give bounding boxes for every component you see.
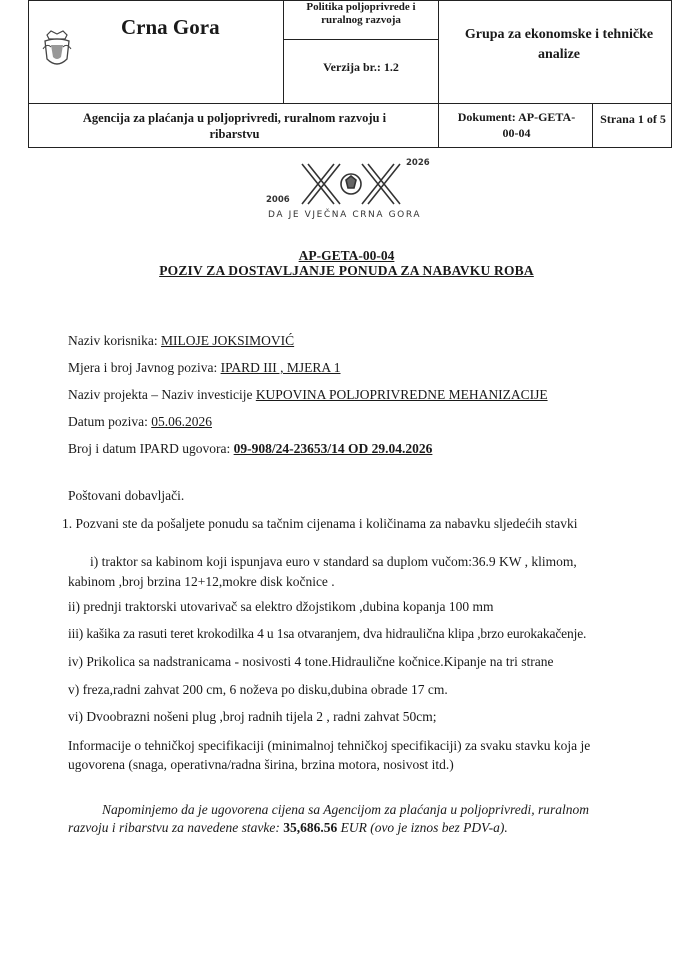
header-table bbox=[28, 0, 672, 148]
spec-line-2: ugovorena (snaga, operativna/radna širina, brzina motora, nosivost itd.) bbox=[68, 757, 454, 772]
item-2: ii) prednji traktorski utovarivač sa elektro džojstikom ,dubina kopanja 100 mm bbox=[68, 599, 494, 614]
agency-text bbox=[37, 110, 432, 142]
item-6: vi) Dvoobrazni nošeni plug ,broj radnih tijela 2 , radni zahvat 50cm; bbox=[68, 709, 437, 724]
group-text bbox=[449, 25, 669, 65]
policy-text bbox=[284, 1, 438, 27]
country-name: Crna Gora bbox=[121, 15, 220, 39]
field-measure-value: IPARD III , MJERA 1 bbox=[220, 360, 341, 375]
document-id-cell bbox=[438, 103, 593, 148]
item-3: iii) kašika za rasuti teret krokodilka 4 u 1sa otvaranjem, dva hidraulična klipa ,brzo eurokakačenje. bbox=[68, 626, 587, 641]
field-user-label: Naziv korisnika: bbox=[68, 333, 161, 348]
spec-line-1: Informacije o tehničkoj specifikaciji (minimalnoj tehničkoj specifikaciji) za svaku stavku koja je bbox=[68, 738, 591, 753]
field-user bbox=[68, 333, 294, 349]
item-1-line-1: i) traktor sa kabinom koji ispunjava euro v standard sa duplom vučom:36.9 KW , klimom, bbox=[90, 554, 577, 569]
document-heading: POZIV ZA DOSTAVLJANJE PONUDA ZA NABAVKU ROBA bbox=[159, 263, 534, 278]
note-currency-text: EUR (ovo je iznos bez PDV-a). bbox=[337, 820, 508, 835]
field-date-label: Datum poziva: bbox=[68, 414, 152, 429]
jubilee-year-start: 2006 bbox=[266, 195, 290, 205]
agency-line-2: ribarstvu bbox=[209, 127, 260, 141]
version-text: Verzija br.: 1.2 bbox=[323, 60, 399, 74]
field-project-value: KUPOVINA POLJOPRIVREDNE MEHANIZACIJE bbox=[255, 387, 548, 402]
group-cell bbox=[438, 0, 672, 104]
item-5: v) freza,radni zahvat 200 cm, 6 noževa po disku,dubina obrade 17 cm. bbox=[68, 682, 448, 697]
note-amount: 35,686.56 bbox=[283, 820, 338, 835]
field-user-value: MILOJE JOKSIMOVIĆ bbox=[160, 333, 295, 348]
field-measure-label: Mjera i broj Javnog poziva: bbox=[68, 360, 221, 375]
group-line-2: analize bbox=[538, 47, 580, 62]
field-contract bbox=[68, 441, 432, 457]
field-date bbox=[68, 414, 212, 430]
note-line-1: Napominjemo da je ugovorena cijena sa Agencijom za plaćanja u poljoprivredi, ruralnom bbox=[102, 802, 589, 817]
page-number: Strana 1 of 5 bbox=[600, 112, 666, 126]
document-id-line-1: Dokument: AP-GETA- bbox=[457, 110, 576, 124]
agency-cell bbox=[28, 103, 439, 148]
field-contract-value: 09-908/24-23653/14 OD 29.04.2026 bbox=[233, 441, 433, 456]
policy-cell bbox=[283, 0, 439, 40]
page-number-cell bbox=[592, 103, 672, 148]
item-4: iv) Prikolica sa nadstranicama - nosivosti 4 tone.Hidraulične kočnice.Kipanje na tri strane bbox=[68, 654, 554, 669]
agency-line-1: Agencija za plaćanja u poljoprivredi, ruralnom razvoju i bbox=[82, 111, 387, 125]
field-measure bbox=[68, 360, 341, 376]
policy-line-1: Politika poljoprivrede i bbox=[306, 1, 416, 13]
field-date-value: 05.06.2026 bbox=[151, 414, 212, 429]
intro-paragraph: 1. Pozvani ste da pošaljete ponudu sa tačnim cijenama i količinama za nabavku sljedećih stavki bbox=[62, 516, 578, 531]
document-id-text bbox=[443, 109, 590, 141]
field-project-label: Naziv projekta – Naziv investicije bbox=[68, 387, 256, 402]
field-project bbox=[68, 387, 548, 403]
note-line-2 bbox=[68, 818, 508, 838]
country-cell bbox=[28, 0, 284, 104]
document-id-line-2: 00-04 bbox=[502, 126, 531, 140]
version-cell bbox=[283, 39, 439, 104]
group-line-1: Grupa za ekonomske i tehničke bbox=[464, 27, 654, 42]
policy-line-2: ruralnog razvoja bbox=[321, 14, 401, 26]
field-contract-label: Broj i datum IPARD ugovora: bbox=[68, 441, 234, 456]
item-1-line-2: kabinom ,broj brzina 12+12,mokre disk kočnice . bbox=[68, 574, 335, 589]
greeting: Poštovani dobavljači. bbox=[68, 488, 185, 503]
coat-of-arms-icon bbox=[41, 29, 73, 73]
note-text: razvoju i ribarstvu za navedene stavke: bbox=[68, 820, 284, 835]
document-code-title: AP-GETA-00-04 bbox=[298, 248, 395, 263]
jubilee-year-end: 2026 bbox=[406, 158, 430, 168]
jubilee-subtitle: DA JE VJEČNA CRNA GORA bbox=[268, 210, 422, 220]
